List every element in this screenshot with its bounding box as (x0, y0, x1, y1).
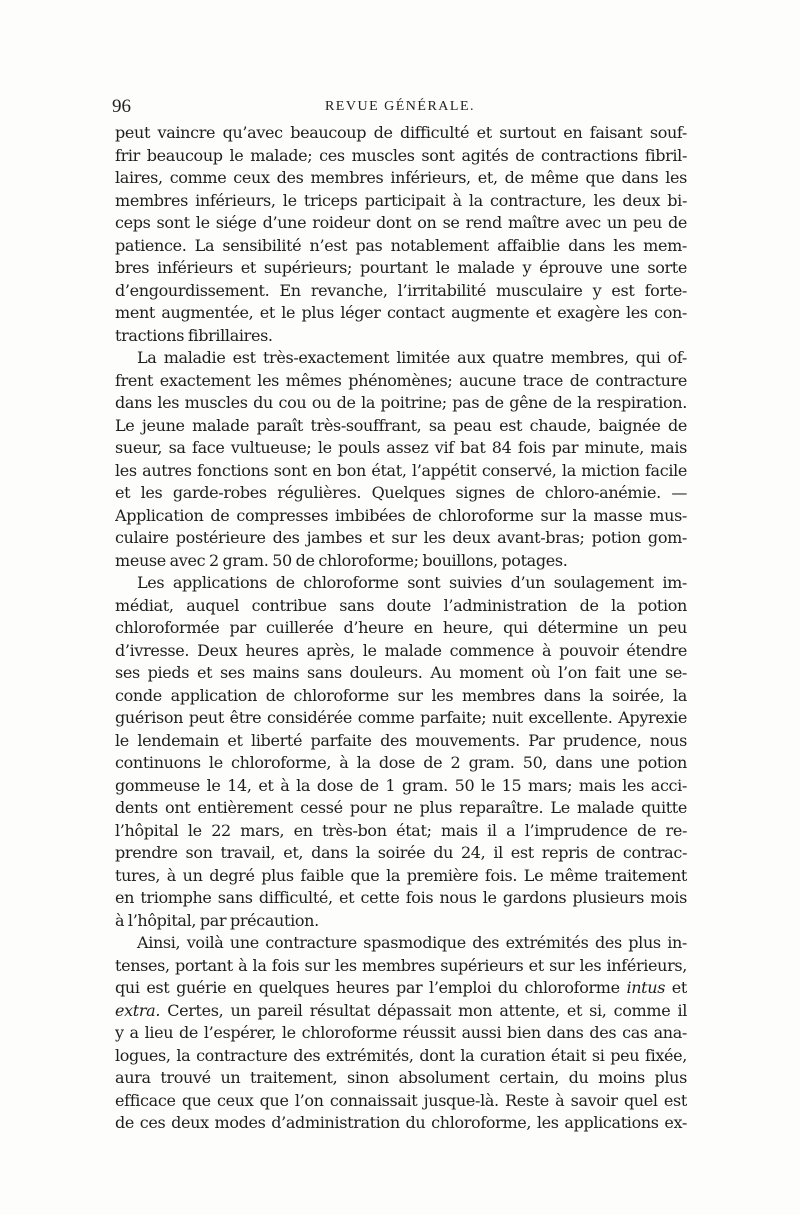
text-line: et les garde-robes régulières. Quelques signes de chloro-anémie. — (115, 483, 687, 502)
text-line: médiat, auquel contribue sans doute l’administration de la potion (115, 595, 687, 615)
text-line: ceps sont le siége d’une roideur dont on se rend maître avec un peu de (115, 213, 687, 232)
text-line: patience. La sensibilité n’est pas notablement affaiblie dans les mem- (115, 235, 687, 255)
text-line: d’engourdissement. En revanche, l’irritabilité musculaire y est forte- (115, 280, 687, 300)
text-line: Application de compresses imbibées de chloroforme sur la masse mus- (115, 505, 687, 525)
text-line: y a lieu de l’espérer, le chloroforme réussit aussi bien dans des cas ana- (115, 1023, 687, 1042)
text-line: Ainsi, voilà une contracture spasmodique des extrémités des plus in- (137, 933, 687, 952)
text-line: tractions fibrillaires. (115, 325, 273, 345)
text-line: frir beaucoup le malade; ces muscles sont agités de contractions fibril- (115, 145, 687, 165)
text-run: qui est guérie en quelques heures par l’emploi du chloroforme (115, 978, 620, 997)
italic-term: intus (626, 978, 666, 997)
text-line: membres inférieurs, le triceps participait à la contracture, les deux bi- (115, 190, 687, 210)
text-line: dents ont entièrement cessé pour ne plus reparaître. Le malade quitte (115, 798, 687, 817)
text-line: laires, comme ceux des membres inférieurs, et, de même que dans les (115, 168, 687, 187)
text-line: bres inférieurs et supérieurs; pourtant le malade y éprouve une sorte (115, 258, 687, 277)
text-line: frent exactement les mêmes phénomènes; aucune trace de contracture (115, 370, 687, 390)
text-line: ment augmentée, et le plus léger contact augmente et exagère les con- (115, 303, 687, 322)
text-line: en triomphe sans difficulté, et cette fois nous le gardons plusieurs mois (115, 888, 687, 907)
text-line: tures, à un degré plus faible que la première fois. Le même traitement (115, 865, 687, 885)
text-line: chloroformée par cuillerée d’heure en heure, qui détermine un peu (115, 618, 687, 637)
text-line-with-italic (115, 1000, 687, 1023)
running-header (112, 96, 688, 122)
text-line: les autres fonctions sont en bon état, l’appétit conservé, la miction facile (115, 460, 687, 480)
text-line: guérison peut être considérée comme parfaite; nuit excellente. Apyrexie (115, 708, 687, 727)
text-line: continuons le chloroforme, à la dose de 2 gram. 50, dans une potion (115, 753, 687, 772)
text-run: Certes, un pareil résultat dépassait mon attente, et si, comme il (167, 1000, 687, 1020)
text-line: tenses, portant à la fois sur les membres supérieurs et sur les inférieurs, (115, 955, 687, 975)
text-line: aura trouvé un traitement, sinon absolument certain, du moins plus (115, 1068, 687, 1087)
text-line: à l’hôpital, par précaution. (115, 910, 319, 930)
text-line: Le jeune malade paraît très-souffrant, sa peau est chaude, baignée de (115, 415, 687, 435)
text-line: d’ivresse. Deux heures après, le malade commence à pouvoir étendre (115, 640, 687, 660)
page-number: 96 (112, 96, 131, 117)
text-line: l’hôpital le 22 mars, en très-bon état; mais il a l’imprudence de re- (115, 820, 687, 840)
text-line: culaire postérieure des jambes et sur les deux avant-bras; potion gom- (115, 528, 687, 547)
text-line: Les applications de chloroforme sont suivies d’un soulagement im- (137, 573, 687, 592)
text-run: et (671, 978, 687, 997)
text-line: gommeuse le 14, et à la dose de 1 gram. 50 le 15 mars; mais les acci- (115, 775, 687, 795)
body-text (115, 122, 687, 1135)
text-line: sueur, sa face vultueuse; le pouls assez vif bat 84 fois par minute, mais (115, 438, 687, 457)
text-line-with-italic (115, 977, 687, 1000)
text-line: prendre son travail, et, dans la soirée du 24, il est repris de contrac- (115, 843, 687, 862)
text-line: le lendemain et liberté parfaite des mouvements. Par prudence, nous (115, 730, 687, 750)
text-line: peut vaincre qu’avec beaucoup de difficulté et surtout en faisant souf- (115, 123, 687, 142)
text-line: ses pieds et ses mains sans douleurs. Au moment où l’on fait une se- (115, 663, 687, 682)
text-line: de ces deux modes d’administration du chloroforme, les applications ex- (115, 1113, 687, 1132)
running-title: REVUE GÉNÉRALE. (324, 99, 476, 114)
text-line: dans les muscles du cou ou de la poitrine; pas de gêne de la respiration. (115, 393, 687, 412)
text-line: La maladie est très-exactement limitée aux quatre membres, qui of- (137, 348, 687, 367)
italic-term: extra. (115, 1000, 161, 1020)
text-line: efficace que ceux que l’on connaissait jusque-là. Reste à savoir quel est (115, 1090, 687, 1110)
text-line: meuse avec 2 gram. 50 de chloroforme; bouillons, potages. (115, 550, 568, 570)
text-line: logues, la contracture des extrémités, dont la curation était si peu fixée, (115, 1045, 687, 1065)
text-line: conde application de chloroforme sur les membres dans la soirée, la (115, 685, 687, 705)
